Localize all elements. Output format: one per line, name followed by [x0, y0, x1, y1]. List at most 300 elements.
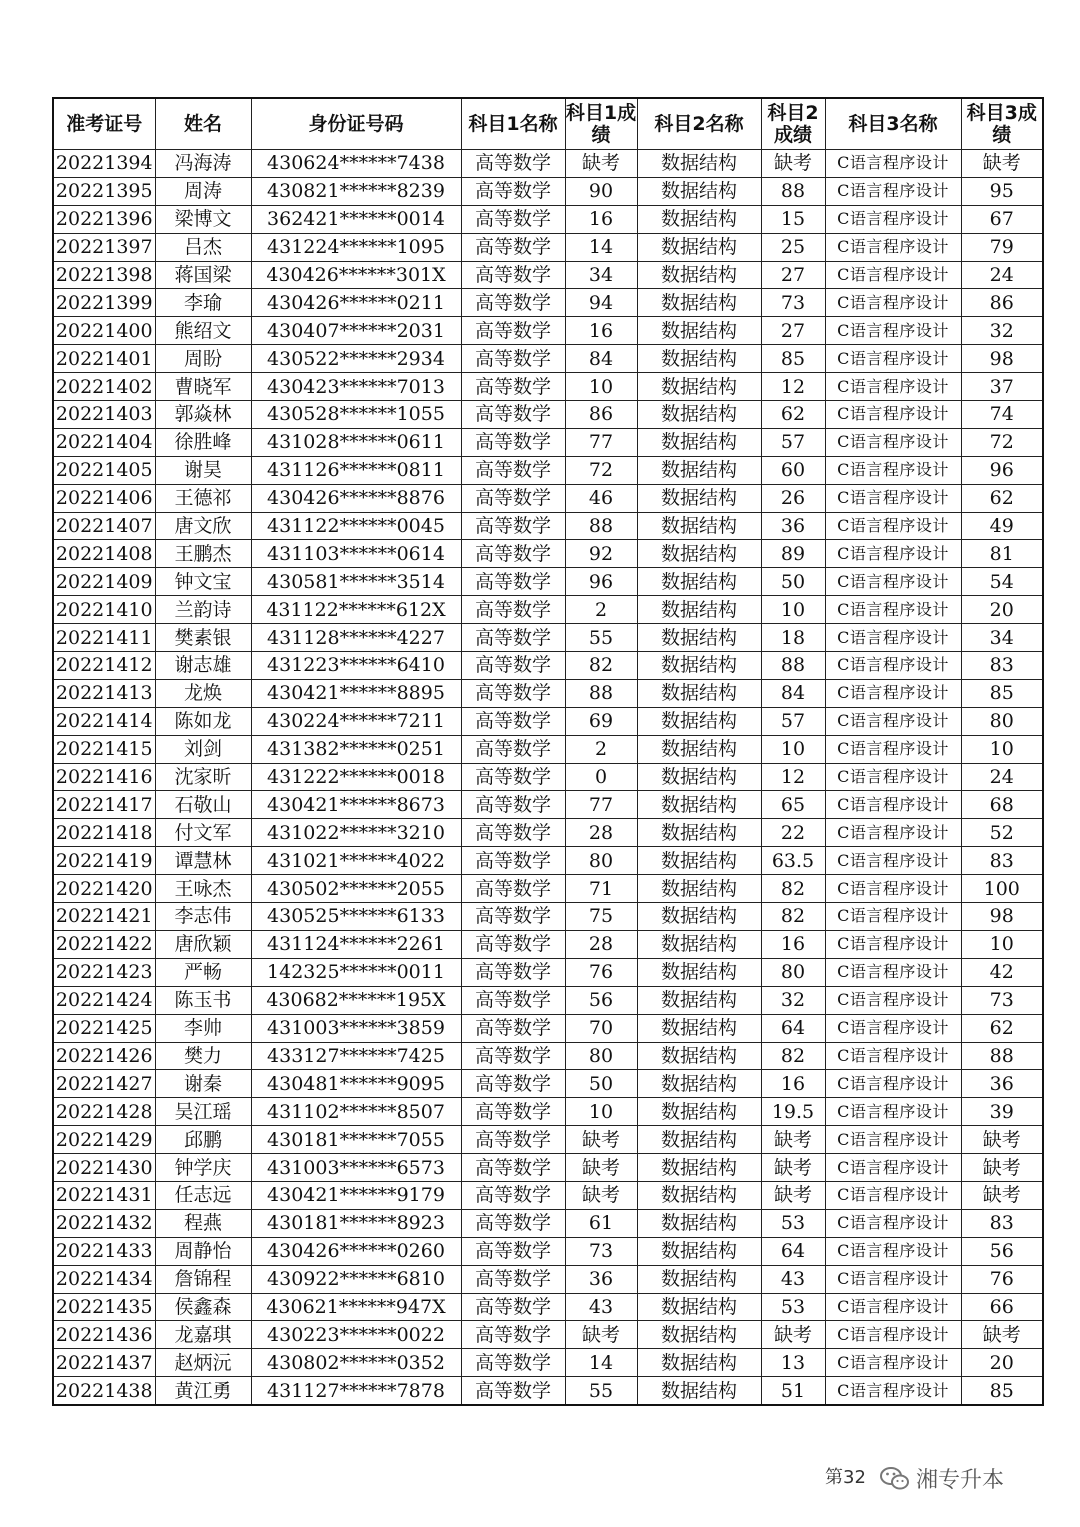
cell-name: 唐文欣 — [155, 512, 251, 540]
cell-subject3-score: 缺考 — [961, 1181, 1043, 1209]
cell-subject1-score: 88 — [565, 512, 637, 540]
cell-id-no: 433127******7425 — [251, 1042, 461, 1070]
cell-subject1-name: 高等数学 — [461, 289, 565, 317]
header-name: 姓名 — [155, 98, 251, 150]
cell-subject3-score: 79 — [961, 233, 1043, 261]
cell-subject3-score: 85 — [961, 679, 1043, 707]
cell-subject1-name: 高等数学 — [461, 540, 565, 568]
table-row — [53, 1098, 1043, 1126]
cell-subject1-score: 14 — [565, 1349, 637, 1377]
cell-id-no: 431103******0614 — [251, 540, 461, 568]
cell-exam-no: 20221436 — [53, 1321, 155, 1349]
cell-subject3-name: C语言程序设计 — [825, 1070, 961, 1098]
table-row — [53, 652, 1043, 680]
cell-subject2-score: 57 — [761, 428, 825, 456]
cell-subject3-name: C语言程序设计 — [825, 345, 961, 373]
cell-subject1-name: 高等数学 — [461, 1265, 565, 1293]
cell-subject3-score: 34 — [961, 624, 1043, 652]
cell-subject3-name: C语言程序设计 — [825, 1126, 961, 1154]
cell-subject3-score: 62 — [961, 1014, 1043, 1042]
cell-subject2-name: 数据结构 — [637, 1070, 761, 1098]
cell-name: 任志远 — [155, 1181, 251, 1209]
cell-id-no: 430223******0022 — [251, 1321, 461, 1349]
cell-subject1-name: 高等数学 — [461, 401, 565, 429]
cell-subject2-name: 数据结构 — [637, 624, 761, 652]
cell-name: 曹晓军 — [155, 373, 251, 401]
cell-subject2-score: 15 — [761, 205, 825, 233]
cell-subject1-score: 0 — [565, 763, 637, 791]
cell-subject2-name: 数据结构 — [637, 373, 761, 401]
cell-subject3-score: 95 — [961, 177, 1043, 205]
cell-id-no: 431122******0045 — [251, 512, 461, 540]
cell-subject3-name: C语言程序设计 — [825, 652, 961, 680]
cell-subject1-name: 高等数学 — [461, 1126, 565, 1154]
cell-subject1-name: 高等数学 — [461, 763, 565, 791]
cell-exam-no: 20221434 — [53, 1265, 155, 1293]
cell-subject3-name: C语言程序设计 — [825, 150, 961, 178]
header-exam-no: 准考证号 — [53, 98, 155, 150]
cell-subject2-score: 16 — [761, 930, 825, 958]
cell-subject1-name: 高等数学 — [461, 1154, 565, 1182]
cell-id-no: 430426******301X — [251, 261, 461, 289]
cell-subject2-name: 数据结构 — [637, 875, 761, 903]
cell-subject3-name: C语言程序设计 — [825, 512, 961, 540]
cell-id-no: 430922******6810 — [251, 1265, 461, 1293]
cell-subject1-name: 高等数学 — [461, 512, 565, 540]
cell-subject1-score: 缺考 — [565, 1181, 637, 1209]
cell-subject1-name: 高等数学 — [461, 1014, 565, 1042]
cell-name: 唐欣颖 — [155, 930, 251, 958]
cell-subject2-name: 数据结构 — [637, 401, 761, 429]
cell-subject1-score: 14 — [565, 233, 637, 261]
table-row — [53, 1070, 1043, 1098]
cell-subject1-name: 高等数学 — [461, 317, 565, 345]
table-row — [53, 456, 1043, 484]
cell-name: 黄江勇 — [155, 1377, 251, 1405]
cell-name: 谢秦 — [155, 1070, 251, 1098]
cell-exam-no: 20221427 — [53, 1070, 155, 1098]
cell-subject1-score: 80 — [565, 1042, 637, 1070]
cell-id-no: 362421******0014 — [251, 205, 461, 233]
table-row — [53, 763, 1043, 791]
cell-id-no: 431003******6573 — [251, 1154, 461, 1182]
table-row — [53, 1154, 1043, 1182]
table-row — [53, 1014, 1043, 1042]
cell-id-no: 430224******7211 — [251, 707, 461, 735]
cell-name: 侯鑫森 — [155, 1293, 251, 1321]
cell-name: 谢志雄 — [155, 652, 251, 680]
cell-exam-no: 20221423 — [53, 958, 155, 986]
cell-subject3-name: C语言程序设计 — [825, 205, 961, 233]
cell-subject3-score: 42 — [961, 958, 1043, 986]
table-row — [53, 540, 1043, 568]
cell-subject2-name: 数据结构 — [637, 1042, 761, 1070]
cell-subject3-score: 80 — [961, 707, 1043, 735]
cell-subject1-name: 高等数学 — [461, 624, 565, 652]
cell-subject2-score: 62 — [761, 401, 825, 429]
cell-name: 兰韵诗 — [155, 596, 251, 624]
cell-subject3-name: C语言程序设计 — [825, 484, 961, 512]
cell-id-no: 430426******0260 — [251, 1237, 461, 1265]
cell-exam-no: 20221404 — [53, 428, 155, 456]
cell-exam-no: 20221407 — [53, 512, 155, 540]
cell-id-no: 430528******1055 — [251, 401, 461, 429]
cell-subject2-score: 缺考 — [761, 1154, 825, 1182]
cell-subject3-name: C语言程序设计 — [825, 596, 961, 624]
cell-subject2-name: 数据结构 — [637, 1377, 761, 1405]
cell-subject3-name: C语言程序设计 — [825, 233, 961, 261]
cell-subject1-score: 34 — [565, 261, 637, 289]
header-subject3-name: 科目3名称 — [825, 98, 961, 150]
cell-subject2-score: 88 — [761, 177, 825, 205]
cell-subject3-name: C语言程序设计 — [825, 401, 961, 429]
cell-subject2-score: 64 — [761, 1237, 825, 1265]
cell-subject3-score: 缺考 — [961, 150, 1043, 178]
cell-subject3-score: 83 — [961, 1209, 1043, 1237]
cell-subject2-name: 数据结构 — [637, 1126, 761, 1154]
cell-subject1-score: 56 — [565, 986, 637, 1014]
cell-subject2-score: 53 — [761, 1293, 825, 1321]
cell-subject2-score: 89 — [761, 540, 825, 568]
cell-subject3-name: C语言程序设计 — [825, 624, 961, 652]
cell-name: 李帅 — [155, 1014, 251, 1042]
cell-exam-no: 20221420 — [53, 875, 155, 903]
cell-subject3-name: C语言程序设计 — [825, 1014, 961, 1042]
table-row — [53, 1181, 1043, 1209]
cell-subject3-name: C语言程序设计 — [825, 1377, 961, 1405]
cell-name: 吴江瑶 — [155, 1098, 251, 1126]
cell-subject2-score: 26 — [761, 484, 825, 512]
table-row — [53, 679, 1043, 707]
cell-subject3-score: 56 — [961, 1237, 1043, 1265]
cell-name: 梁博文 — [155, 205, 251, 233]
cell-subject2-name: 数据结构 — [637, 205, 761, 233]
header-subject2-name: 科目2名称 — [637, 98, 761, 150]
cell-subject2-name: 数据结构 — [637, 679, 761, 707]
table-row — [53, 624, 1043, 652]
cell-subject2-name: 数据结构 — [637, 512, 761, 540]
cell-subject1-name: 高等数学 — [461, 652, 565, 680]
cell-subject3-name: C语言程序设计 — [825, 819, 961, 847]
cell-exam-no: 20221414 — [53, 707, 155, 735]
cell-subject3-name: C语言程序设计 — [825, 1265, 961, 1293]
header-id-no: 身份证号码 — [251, 98, 461, 150]
cell-subject2-score: 84 — [761, 679, 825, 707]
cell-subject1-name: 高等数学 — [461, 986, 565, 1014]
cell-subject2-score: 13 — [761, 1349, 825, 1377]
cell-subject2-name: 数据结构 — [637, 791, 761, 819]
cell-exam-no: 20221438 — [53, 1377, 155, 1405]
cell-subject2-score: 缺考 — [761, 1126, 825, 1154]
cell-subject2-name: 数据结构 — [637, 903, 761, 931]
cell-subject1-name: 高等数学 — [461, 150, 565, 178]
cell-subject2-score: 43 — [761, 1265, 825, 1293]
cell-subject3-score: 83 — [961, 847, 1043, 875]
cell-subject3-score: 10 — [961, 735, 1043, 763]
cell-subject3-name: C语言程序设计 — [825, 1237, 961, 1265]
cell-subject2-score: 缺考 — [761, 150, 825, 178]
cell-subject3-score: 54 — [961, 568, 1043, 596]
cell-subject1-name: 高等数学 — [461, 1070, 565, 1098]
cell-exam-no: 20221429 — [53, 1126, 155, 1154]
cell-subject2-score: 73 — [761, 289, 825, 317]
cell-exam-no: 20221410 — [53, 596, 155, 624]
cell-subject3-score: 36 — [961, 1070, 1043, 1098]
cell-subject3-name: C语言程序设计 — [825, 1181, 961, 1209]
cell-subject3-name: C语言程序设计 — [825, 986, 961, 1014]
cell-subject1-name: 高等数学 — [461, 791, 565, 819]
cell-id-no: 430682******195X — [251, 986, 461, 1014]
cell-name: 石敬山 — [155, 791, 251, 819]
table-row — [53, 1349, 1043, 1377]
cell-subject3-score: 72 — [961, 428, 1043, 456]
cell-subject2-score: 88 — [761, 652, 825, 680]
cell-subject3-name: C语言程序设计 — [825, 1349, 961, 1377]
cell-name: 龙嘉琪 — [155, 1321, 251, 1349]
table-row — [53, 707, 1043, 735]
cell-name: 詹锦程 — [155, 1265, 251, 1293]
cell-name: 赵炳沅 — [155, 1349, 251, 1377]
cell-subject3-name: C语言程序设计 — [825, 791, 961, 819]
cell-subject1-score: 80 — [565, 847, 637, 875]
table-row — [53, 819, 1043, 847]
cell-subject3-name: C语言程序设计 — [825, 568, 961, 596]
header-row — [53, 98, 1043, 150]
cell-subject3-score: 10 — [961, 930, 1043, 958]
cell-id-no: 431224******1095 — [251, 233, 461, 261]
cell-subject2-name: 数据结构 — [637, 1098, 761, 1126]
cell-subject3-name: C语言程序设计 — [825, 875, 961, 903]
cell-subject2-name: 数据结构 — [637, 1265, 761, 1293]
cell-exam-no: 20221397 — [53, 233, 155, 261]
table-row — [53, 1209, 1043, 1237]
cell-name: 周涛 — [155, 177, 251, 205]
cell-subject1-name: 高等数学 — [461, 1181, 565, 1209]
cell-exam-no: 20221401 — [53, 345, 155, 373]
cell-subject1-score: 28 — [565, 930, 637, 958]
cell-exam-no: 20221399 — [53, 289, 155, 317]
cell-exam-no: 20221426 — [53, 1042, 155, 1070]
cell-id-no: 430481******9095 — [251, 1070, 461, 1098]
cell-subject1-score: 70 — [565, 1014, 637, 1042]
cell-subject3-score: 62 — [961, 484, 1043, 512]
cell-subject1-name: 高等数学 — [461, 596, 565, 624]
cell-subject1-name: 高等数学 — [461, 1377, 565, 1405]
cell-subject3-name: C语言程序设计 — [825, 428, 961, 456]
cell-id-no: 430522******2934 — [251, 345, 461, 373]
cell-exam-no: 20221421 — [53, 903, 155, 931]
table-row — [53, 401, 1043, 429]
table-row — [53, 1377, 1043, 1405]
cell-subject2-score: 缺考 — [761, 1321, 825, 1349]
table-row — [53, 735, 1043, 763]
page-number: 第32 — [825, 1467, 866, 1488]
cell-subject2-score: 16 — [761, 1070, 825, 1098]
cell-exam-no: 20221394 — [53, 150, 155, 178]
cell-id-no: 431122******612X — [251, 596, 461, 624]
cell-subject2-name: 数据结构 — [637, 484, 761, 512]
cell-subject3-name: C语言程序设计 — [825, 1293, 961, 1321]
cell-subject3-name: C语言程序设计 — [825, 1098, 961, 1126]
cell-subject3-score: 67 — [961, 205, 1043, 233]
cell-subject3-score: 88 — [961, 1042, 1043, 1070]
cell-subject1-score: 61 — [565, 1209, 637, 1237]
score-table — [52, 97, 1044, 1406]
cell-subject1-name: 高等数学 — [461, 930, 565, 958]
cell-subject3-name: C语言程序设计 — [825, 289, 961, 317]
cell-exam-no: 20221412 — [53, 652, 155, 680]
cell-subject2-name: 数据结构 — [637, 345, 761, 373]
cell-id-no: 431028******0611 — [251, 428, 461, 456]
cell-subject1-name: 高等数学 — [461, 261, 565, 289]
cell-subject1-name: 高等数学 — [461, 345, 565, 373]
cell-name: 钟文宝 — [155, 568, 251, 596]
cell-name: 蒋国梁 — [155, 261, 251, 289]
table-row — [53, 150, 1043, 178]
cell-id-no: 431382******0251 — [251, 735, 461, 763]
cell-subject2-name: 数据结构 — [637, 1321, 761, 1349]
cell-subject2-score: 27 — [761, 317, 825, 345]
cell-subject3-name: C语言程序设计 — [825, 903, 961, 931]
cell-name: 吕杰 — [155, 233, 251, 261]
cell-name: 陈玉书 — [155, 986, 251, 1014]
cell-id-no: 430502******2055 — [251, 875, 461, 903]
cell-subject2-name: 数据结构 — [637, 596, 761, 624]
table-row — [53, 1237, 1043, 1265]
cell-id-no: 430426******0211 — [251, 289, 461, 317]
table-row — [53, 373, 1043, 401]
cell-exam-no: 20221422 — [53, 930, 155, 958]
cell-subject1-score: 96 — [565, 568, 637, 596]
cell-id-no: 430423******7013 — [251, 373, 461, 401]
cell-subject1-name: 高等数学 — [461, 875, 565, 903]
cell-subject3-name: C语言程序设计 — [825, 1154, 961, 1182]
table-row — [53, 205, 1043, 233]
cell-subject2-name: 数据结构 — [637, 763, 761, 791]
cell-subject1-score: 缺考 — [565, 1154, 637, 1182]
cell-subject3-score: 68 — [961, 791, 1043, 819]
cell-name: 谢昊 — [155, 456, 251, 484]
cell-exam-no: 20221395 — [53, 177, 155, 205]
table-row — [53, 1321, 1043, 1349]
cell-subject1-score: 36 — [565, 1265, 637, 1293]
cell-subject1-name: 高等数学 — [461, 1042, 565, 1070]
cell-id-no: 431124******2261 — [251, 930, 461, 958]
cell-subject2-score: 57 — [761, 707, 825, 735]
cell-subject3-score: 74 — [961, 401, 1043, 429]
cell-exam-no: 20221406 — [53, 484, 155, 512]
cell-subject2-score: 64 — [761, 1014, 825, 1042]
cell-subject2-score: 10 — [761, 735, 825, 763]
cell-subject1-name: 高等数学 — [461, 735, 565, 763]
cell-name: 徐胜峰 — [155, 428, 251, 456]
cell-subject2-name: 数据结构 — [637, 735, 761, 763]
cell-id-no: 431022******3210 — [251, 819, 461, 847]
cell-subject2-score: 82 — [761, 1042, 825, 1070]
cell-subject2-name: 数据结构 — [637, 233, 761, 261]
cell-subject3-name: C语言程序设计 — [825, 930, 961, 958]
cell-subject1-score: 2 — [565, 596, 637, 624]
cell-subject3-score: 49 — [961, 512, 1043, 540]
header-subject2-score: 科目2成绩 — [761, 98, 825, 150]
cell-subject1-score: 46 — [565, 484, 637, 512]
cell-name: 樊力 — [155, 1042, 251, 1070]
cell-id-no: 431223******6410 — [251, 652, 461, 680]
cell-subject2-name: 数据结构 — [637, 847, 761, 875]
cell-subject1-score: 缺考 — [565, 150, 637, 178]
cell-subject2-name: 数据结构 — [637, 1293, 761, 1321]
cell-subject1-score: 72 — [565, 456, 637, 484]
cell-subject1-score: 16 — [565, 205, 637, 233]
cell-subject3-name: C语言程序设计 — [825, 707, 961, 735]
cell-subject1-score: 90 — [565, 177, 637, 205]
cell-name: 王咏杰 — [155, 875, 251, 903]
cell-subject2-score: 51 — [761, 1377, 825, 1405]
cell-subject1-score: 94 — [565, 289, 637, 317]
cell-subject2-score: 53 — [761, 1209, 825, 1237]
cell-exam-no: 20221430 — [53, 1154, 155, 1182]
table-row — [53, 484, 1043, 512]
cell-id-no: 430421******8895 — [251, 679, 461, 707]
cell-subject2-name: 数据结构 — [637, 930, 761, 958]
cell-subject3-name: C语言程序设计 — [825, 1209, 961, 1237]
cell-subject1-name: 高等数学 — [461, 847, 565, 875]
cell-subject2-score: 82 — [761, 903, 825, 931]
cell-subject2-name: 数据结构 — [637, 986, 761, 1014]
cell-subject1-name: 高等数学 — [461, 568, 565, 596]
cell-subject2-score: 82 — [761, 875, 825, 903]
cell-id-no: 431102******8507 — [251, 1098, 461, 1126]
cell-subject3-score: 24 — [961, 763, 1043, 791]
table-row — [53, 261, 1043, 289]
cell-subject2-score: 80 — [761, 958, 825, 986]
cell-name: 王鹏杰 — [155, 540, 251, 568]
cell-subject1-score: 88 — [565, 679, 637, 707]
cell-exam-no: 20221435 — [53, 1293, 155, 1321]
table-row — [53, 930, 1043, 958]
cell-subject1-score: 82 — [565, 652, 637, 680]
cell-subject2-name: 数据结构 — [637, 540, 761, 568]
cell-subject3-score: 96 — [961, 456, 1043, 484]
cell-subject3-score: 32 — [961, 317, 1043, 345]
cell-name: 樊素银 — [155, 624, 251, 652]
cell-subject3-name: C语言程序设计 — [825, 847, 961, 875]
table-row — [53, 289, 1043, 317]
cell-id-no: 142325******0011 — [251, 958, 461, 986]
cell-id-no: 431126******0811 — [251, 456, 461, 484]
cell-exam-no: 20221428 — [53, 1098, 155, 1126]
header-subject3-score: 科目3成绩 — [961, 98, 1043, 150]
cell-subject1-name: 高等数学 — [461, 1321, 565, 1349]
cell-subject2-score: 12 — [761, 373, 825, 401]
watermark-text: 湘专升本 — [916, 1468, 1005, 1493]
cell-subject2-score: 36 — [761, 512, 825, 540]
cell-name: 程燕 — [155, 1209, 251, 1237]
cell-exam-no: 20221431 — [53, 1181, 155, 1209]
cell-subject3-name: C语言程序设计 — [825, 735, 961, 763]
cell-subject1-name: 高等数学 — [461, 373, 565, 401]
cell-subject2-score: 85 — [761, 345, 825, 373]
cell-subject2-name: 数据结构 — [637, 707, 761, 735]
cell-subject2-name: 数据结构 — [637, 1181, 761, 1209]
cell-name: 李瑜 — [155, 289, 251, 317]
cell-subject2-name: 数据结构 — [637, 261, 761, 289]
cell-subject3-score: 73 — [961, 986, 1043, 1014]
cell-subject2-name: 数据结构 — [637, 177, 761, 205]
cell-subject3-score: 缺考 — [961, 1321, 1043, 1349]
cell-exam-no: 20221418 — [53, 819, 155, 847]
table-row — [53, 791, 1043, 819]
